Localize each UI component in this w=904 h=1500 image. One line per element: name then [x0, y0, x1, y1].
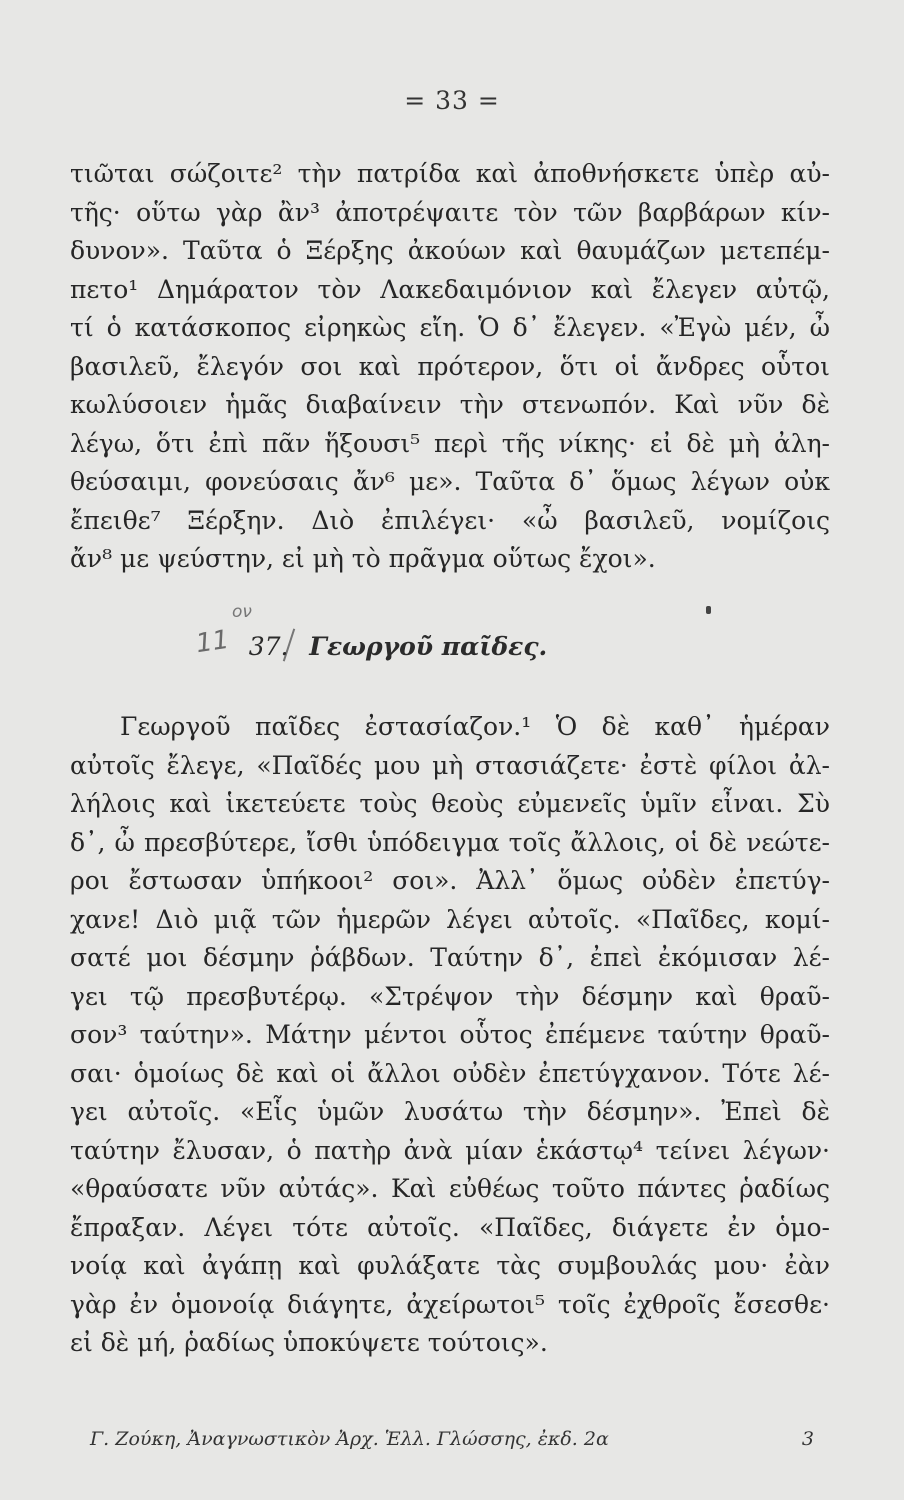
text-line: γὰρ ἐν ὁμονοίᾳ διάγητε, ἀχείρωτοι⁵ τοῖς ἐχθροῖς ἔσεσθε·: [70, 1289, 830, 1319]
footer-citation: Γ. Ζούκη, Ἀναγνωστικὸν Ἀρχ. Ἑλλ. Γλώσσης, ἐκδ. 2α: [90, 1428, 609, 1450]
text-line: λέγω, ὅτι ἐπὶ πᾶν ἥξουσι⁵ περὶ τῆς νίκης· εἰ δὲ μὴ ἀλη-: [70, 428, 830, 458]
pencil-annotation: 11: [194, 624, 232, 660]
text-line: εἰ δὲ μή, ῥαδίως ὑποκύψετε τούτοις».: [70, 1328, 548, 1357]
text-line: δυνον». Ταῦτα ὁ Ξέρξης ἀκούων καὶ θαυμάζων μετεπέμ-: [70, 236, 830, 265]
text-line: τῆς· οὕτω γὰρ ἂν³ ἀποτρέψαιτε τὸν τῶν βαρβάρων κίν-: [70, 197, 830, 227]
paragraph-2: [70, 708, 830, 1363]
text-line: νοίᾳ καὶ ἀγάπῃ καὶ φυλάξατε τὰς συμβουλάς μου· ἐὰν: [70, 1251, 830, 1280]
text-line: «θραύσατε νῦν αὐτάς». Καὶ εὐθέως τοῦτο πάντες ῥαδίως: [70, 1174, 830, 1203]
text-line: θεύσαιμι, φονεύσαις ἄν⁶ με». Ταῦτα δ᾽ ὅμως λέγων οὐκ: [70, 467, 830, 496]
paragraph-1: [70, 155, 830, 579]
text-line: λήλοις καὶ ἱκετεύετε τοὺς θεοὺς εὐμενεῖς ὑμῖν εἶναι. Σὺ: [70, 789, 830, 818]
text-line: ἔπειθε⁷ Ξέρξην. Διὸ ἐπιλέγει· «ὦ βασιλεῦ, νομίζοις: [70, 505, 830, 535]
text-line: δ᾽, ὦ πρεσβύτερε, ἴσθι ὑπόδειγμα τοῖς ἄλλοις, οἱ δὲ νεώτε-: [70, 827, 830, 857]
text-line: αὐτοῖς ἔλεγε, «Παῖδές μου μὴ στασιάζετε· ἐστὲ φίλοι ἀλ-: [70, 750, 830, 780]
text-line: ροι ἔστωσαν ὑπήκοοι² σοι». Ἀλλ᾽ ὅμως οὐδὲν ἐπετύγ-: [70, 866, 830, 895]
text-line: Γεωργοῦ παῖδες ἐστασίαζον.¹ Ὁ δὲ καθ᾽ ἡμέραν: [120, 712, 830, 741]
text-line: γει αὐτοῖς. «Εἷς ὑμῶν λυσάτω τὴν δέσμην». Ἐπεὶ δὲ: [70, 1097, 830, 1126]
text-line: ἄν⁸ με ψεύστην, εἰ μὴ τὸ πρᾶγμα οὕτως ἔχοι».: [70, 544, 656, 573]
text-line: γει τῷ πρεσβυτέρῳ. «Στρέψον τὴν δέσμην καὶ θραῦ-: [70, 981, 830, 1011]
section-heading: [200, 632, 760, 661]
section-title: Γεωργοῦ παῖδες.: [309, 632, 548, 661]
text-line: σον³ ταύτην». Μάτην μέντοι οὗτος ἐπέμενε ταύτην θραῦ-: [70, 1020, 830, 1049]
section-number: 37.: [248, 632, 289, 661]
text-line: τί ὁ κατάσκοπος εἰρηκὼς εἴη. Ὁ δ᾽ ἔλεγεν. «Ἐγὼ μέν, ὦ: [70, 313, 830, 342]
text-line: χανε! Διὸ μιᾷ τῶν ἡμερῶν λέγει αὐτοῖς. «Παῖδες, κομί-: [70, 904, 830, 934]
footer-signature: 3: [801, 1428, 814, 1450]
text-line: κωλύσοιεν ἡμᾶς διαβαίνειν τὴν στενωπόν. Καὶ νῦν δὲ: [70, 390, 830, 419]
text-line: σατέ μοι δέσμην ῥάβδων. Ταύτην δ᾽, ἐπεὶ ἐκόμισαν λέ-: [70, 943, 830, 972]
text-line: σαι· ὁμοίως δὲ καὶ οἱ ἄλλοι οὐδὲν ἐπετύγχανον. Τότε λέ-: [70, 1058, 830, 1088]
page-footer: [90, 1428, 814, 1450]
text-line: τιῶται σώζοιτε² τὴν πατρίδα καὶ ἀποθνήσκετε ὑπὲρ αὐ-: [70, 159, 830, 188]
text-line: ταύτην ἔλυσαν, ὁ πατὴρ ἀνὰ μίαν ἑκάστῳ⁴ τείνει λέγων·: [70, 1135, 830, 1165]
pencil-annotation-small: ον: [232, 602, 252, 622]
text-line: πετο¹ Δημάρατον τὸν Λακεδαιμόνιον καὶ ἔλεγεν αὐτῷ,: [70, 274, 830, 304]
ink-dot: [706, 606, 711, 614]
text-line: ἔπραξαν. Λέγει τότε αὐτοῖς. «Παῖδες, διάγετε ἐν ὁμο-: [70, 1212, 830, 1242]
text-line: βασιλεῦ, ἔλεγόν σοι καὶ πρότερον, ὅτι οἱ ἄνδρες οὗτοι: [70, 351, 830, 381]
page-number: = 33 =: [404, 86, 500, 115]
